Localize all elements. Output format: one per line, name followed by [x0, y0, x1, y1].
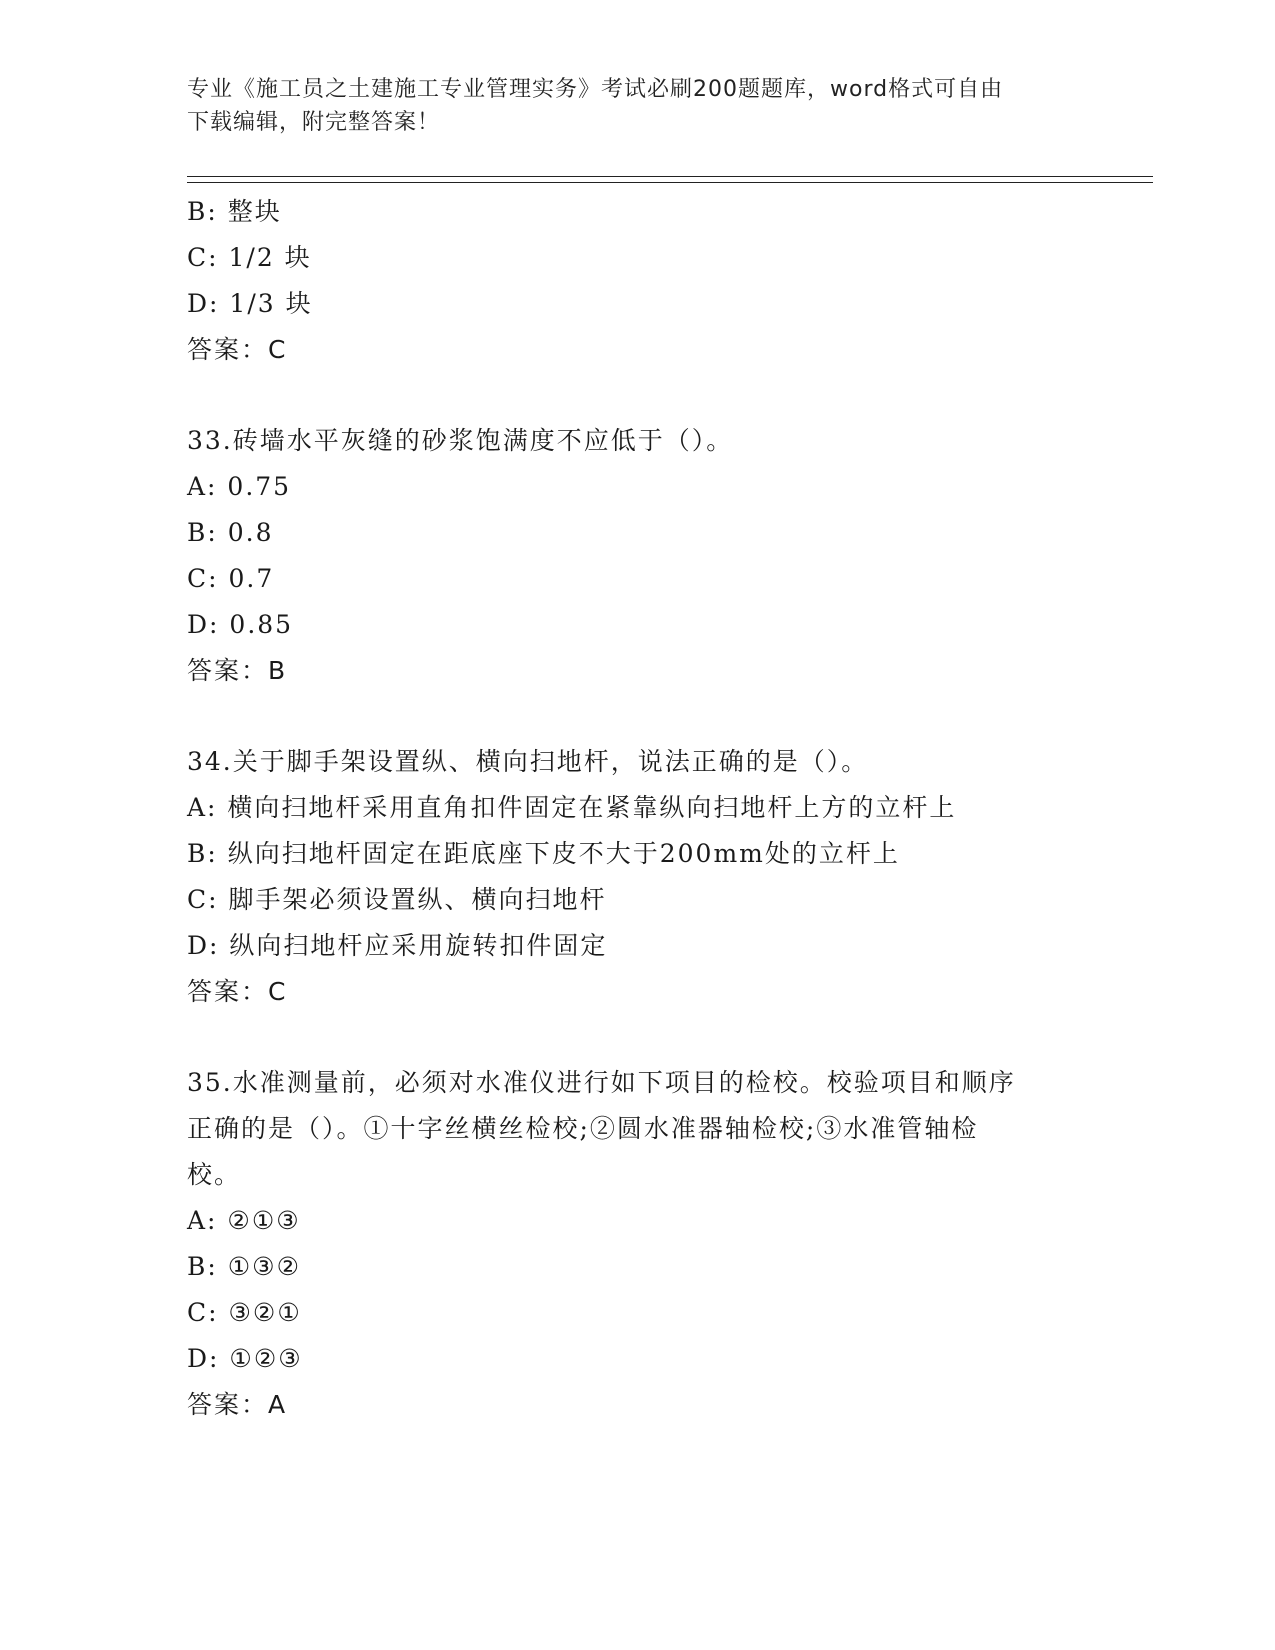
answer: 答案：C [187, 335, 288, 364]
spacer [187, 694, 1087, 739]
header-title-line-2: 下载编辑，附完整答案！ [187, 110, 441, 135]
answer: 答案：B [187, 656, 288, 685]
spacer [187, 1015, 1087, 1060]
option-c: C: ③②① [187, 1298, 302, 1327]
option-d: D: 纵向扫地杆应采用旋转扣件固定 [187, 931, 608, 960]
option-b: B: 整块 [187, 197, 282, 226]
option-c: C: 脚手架必须设置纵、横向扫地杆 [187, 885, 607, 914]
option-b: B: ①③② [187, 1252, 301, 1281]
document-header [187, 73, 1067, 139]
header-divider-bottom [187, 182, 1153, 183]
answer: 答案：C [187, 977, 288, 1006]
question-list [187, 189, 1087, 1428]
option-d: D: ①②③ [187, 1344, 303, 1373]
question-35 [187, 1060, 1087, 1428]
option-b: B: 纵向扫地杆固定在距底座下皮不大于200mm处的立杆上 [187, 839, 900, 868]
question-text-line-2: 正确的是（）。①十字丝横丝检校;②圆水准器轴检校;③水准管轴检 [187, 1114, 979, 1143]
option-d: D: 0.85 [187, 610, 294, 639]
option-c: C: 1/2 块 [187, 243, 312, 272]
spacer [187, 373, 1087, 418]
question-text-line-3: 校。 [187, 1160, 242, 1189]
option-a: A: 横向扫地杆采用直角扣件固定在紧靠纵向扫地杆上方的立杆上 [187, 793, 957, 822]
header-title-line-1: 专业《施工员之土建施工专业管理实务》考试必刷200题题库，word格式可自由 [187, 77, 1004, 102]
question-text-line-1: 35.水准测量前，必须对水准仪进行如下项目的检校。校验项目和顺序 [187, 1068, 1016, 1097]
answer: 答案：A [187, 1390, 288, 1419]
question-text: 34.关于脚手架设置纵、横向扫地杆，说法正确的是（）。 [187, 747, 869, 776]
question-33 [187, 418, 1087, 694]
header-divider-top [187, 176, 1153, 177]
question-32-continued [187, 189, 1087, 373]
option-c: C: 0.7 [187, 564, 275, 593]
option-b: B: 0.8 [187, 518, 274, 547]
option-d: D: 1/3 块 [187, 289, 313, 318]
option-a: A: ②①③ [187, 1206, 301, 1235]
question-34 [187, 739, 1087, 1015]
option-a: A: 0.75 [187, 472, 292, 501]
question-text: 33.砖墙水平灰缝的砂浆饱满度不应低于（）。 [187, 426, 734, 455]
